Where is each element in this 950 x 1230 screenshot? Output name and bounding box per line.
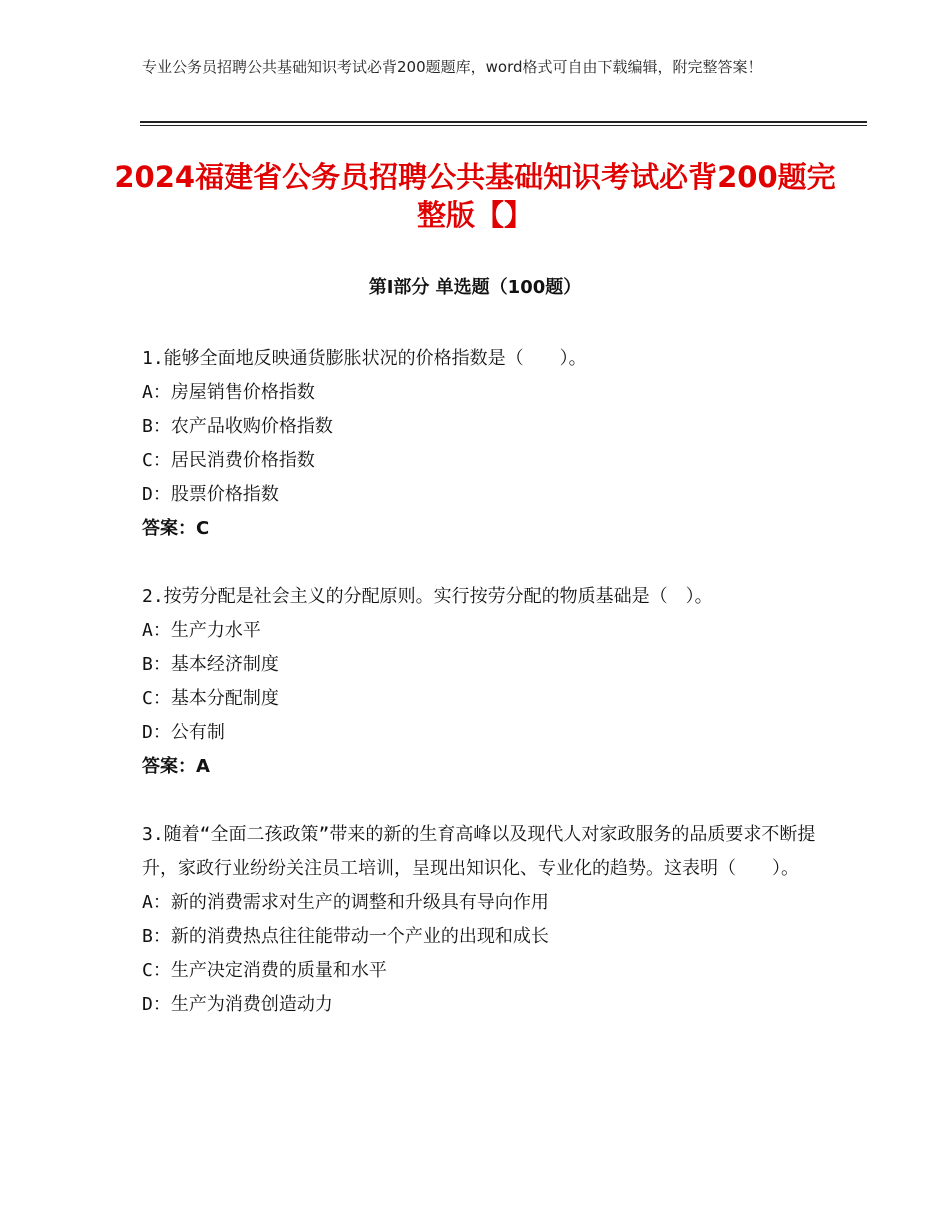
option-d: D：公有制 [142, 722, 225, 743]
question-list [142, 342, 822, 1056]
question-2 [142, 580, 822, 784]
question-stem: 1.能够全面地反映通货膨胀状况的价格指数是（ ）。 [142, 348, 587, 369]
option-c: C：居民消费价格指数 [142, 450, 315, 471]
document-title: 2024福建省公务员招聘公共基础知识考试必背200题完整版【】 [114, 160, 836, 232]
option-a: A：新的消费需求对生产的调整和升级具有导向作用 [142, 892, 549, 913]
section-title: 第Ⅰ部分 单选题（100题） [368, 277, 582, 298]
option-a: A：生产力水平 [142, 620, 261, 641]
header-rule-thin [140, 125, 867, 126]
question-3 [142, 818, 822, 1022]
option-d: D：生产为消费创造动力 [142, 994, 333, 1015]
answer-label: 答案：C [142, 518, 210, 539]
answer-label: 答案：A [142, 756, 210, 777]
option-b: B：基本经济制度 [142, 654, 279, 675]
option-a: A：房屋销售价格指数 [142, 382, 315, 403]
option-c: C：生产决定消费的质量和水平 [142, 960, 387, 981]
option-b: B：农产品收购价格指数 [142, 416, 333, 437]
question-1 [142, 342, 822, 546]
option-c: C：基本分配制度 [142, 688, 279, 709]
header-note: 专业公务员招聘公共基础知识考试必背200题题库，word格式可自由下载编辑，附完整答案！ [142, 58, 763, 76]
option-b: B：新的消费热点往往能带动一个产业的出现和成长 [142, 926, 549, 947]
header-rule-thick [140, 121, 867, 123]
question-stem: 3.随着“全面二孩政策”带来的新的生育高峰以及现代人对家政服务的品质要求不断提升，家政行业纷纷关注员工培训，呈现出知识化、专业化的趋势。这表明（ ）。 [142, 824, 816, 879]
option-d: D：股票价格指数 [142, 484, 279, 505]
question-stem: 2.按劳分配是社会主义的分配原则。实行按劳分配的物质基础是（ ）。 [142, 586, 713, 607]
